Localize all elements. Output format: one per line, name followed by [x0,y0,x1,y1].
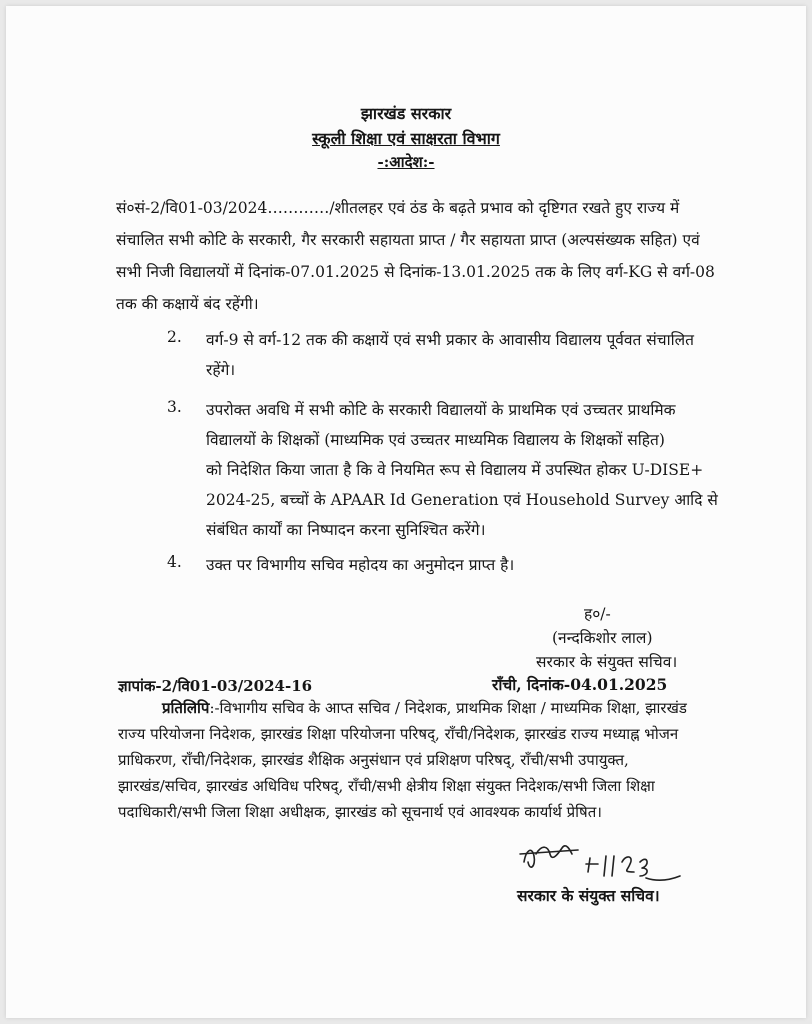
item-number: 2. [167,328,182,346]
item-line: उपरोक्त अवधि में सभी कोटि के सरकारी विद्यालयों के प्राथमिक एवं उच्चतर प्राथमिक [206,401,676,419]
copy-line: झारखंड/सचिव, झारखंड अधिविध परिषद्, राँची/सभी क्षेत्रीय शिक्षा संयुक्त निदेशक/सभी जिला शिक्षा [118,777,655,795]
government-heading: झारखंड सरकार [360,104,452,123]
item-line: संबंधित कार्यों का निष्पादन करना सुनिश्चित करेंगे। [206,521,486,539]
copy-label: प्रतिलिपि [162,699,210,717]
order-title: -:आदेश:- [377,153,435,171]
final-designation: सरकार के संयुक्त सचिव। [517,886,660,905]
item-line: 2024-25, बच्चों के APAAR Id Generation एवं Household Survey आदि से [206,491,718,509]
copy-first-line-text: :-विभागीय सचिव के आप्त सचिव / निदेशक, प्राथमिक शिक्षा / माध्यमिक शिक्षा, झारखंड [209,699,687,717]
item-line: उक्त पर विभागीय सचिव महोदय का अनुमोदन प्राप्त है। [206,556,515,574]
item-line: वर्ग-9 से वर्ग-12 तक की कक्षायें एवं सभी प्रकार के आवासीय विद्यालय पूर्ववत संचालित [206,331,694,349]
item-number: 3. [167,398,182,416]
para1-line: संचालित सभी कोटि के सरकारी, गैर सरकारी सहायता प्राप्त / गैर सहायता प्राप्त (अल्पसंख्यक सहित) एवं [116,231,700,249]
department-heading: स्कूली शिक्षा एवं साक्षरता विभाग [312,129,500,148]
item-line: को निदेशित किया जाता है कि वे नियमित रूप से विद्यालय में उपस्थित होकर U-DISE+ [206,461,704,479]
copy-line: पदाधिकारी/सभी जिला शिक्षा अधीक्षक, झारखंड को सूचनार्थ एवं आवश्यक कार्यार्थ प्रेषित। [118,803,602,821]
memo-place-date: राँची, दिनांक-04.01.2025 [492,675,668,694]
handwritten-signature [518,832,698,888]
para1-line: तक की कक्षायें बंद रहेंगी। [116,295,259,313]
document-page [6,6,806,1018]
signatory-designation: सरकार के संयुक्त सचिव। [536,653,678,671]
item-line: रहेंगे। [206,361,236,379]
memo-number: ज्ञापांक-2/वि01-03/2024-16 [118,677,313,695]
item-line: विद्यालयों के शिक्षकों (माध्यमिक एवं उच्चतर माध्यमिक विद्यालय के शिक्षकों सहित) [206,431,665,449]
signatory-name: (नन्दकिशोर लाल) [552,629,653,647]
copy-line-1 [162,698,687,718]
para1-line: सभी निजी विद्यालयों में दिनांक-07.01.2025 से दिनांक-13.01.2025 तक के लिए वर्ग-KG से वर्ग-08 [116,263,715,281]
signed-mark: ह०/- [584,605,611,623]
copy-line: प्राधिकरण, राँची/निदेशक, झारखंड शैक्षिक अनुसंधान एवं प्रशिक्षण परिषद्, राँची/सभी उपायुक्त, [118,751,629,769]
item-number: 4. [167,553,182,571]
para1-line: सं०सं-2/वि01-03/2024…………/शीतलहर एवं ठंड के बढ़ते प्रभाव को दृष्टिगत रखते हुए राज्य में [116,199,680,217]
copy-line: राज्य परियोजना निदेशक, झारखंड शिक्षा परियोजना परिषद्, राँची/निदेशक, झारखंड राज्य मध्याह्न भोजन [118,725,679,743]
